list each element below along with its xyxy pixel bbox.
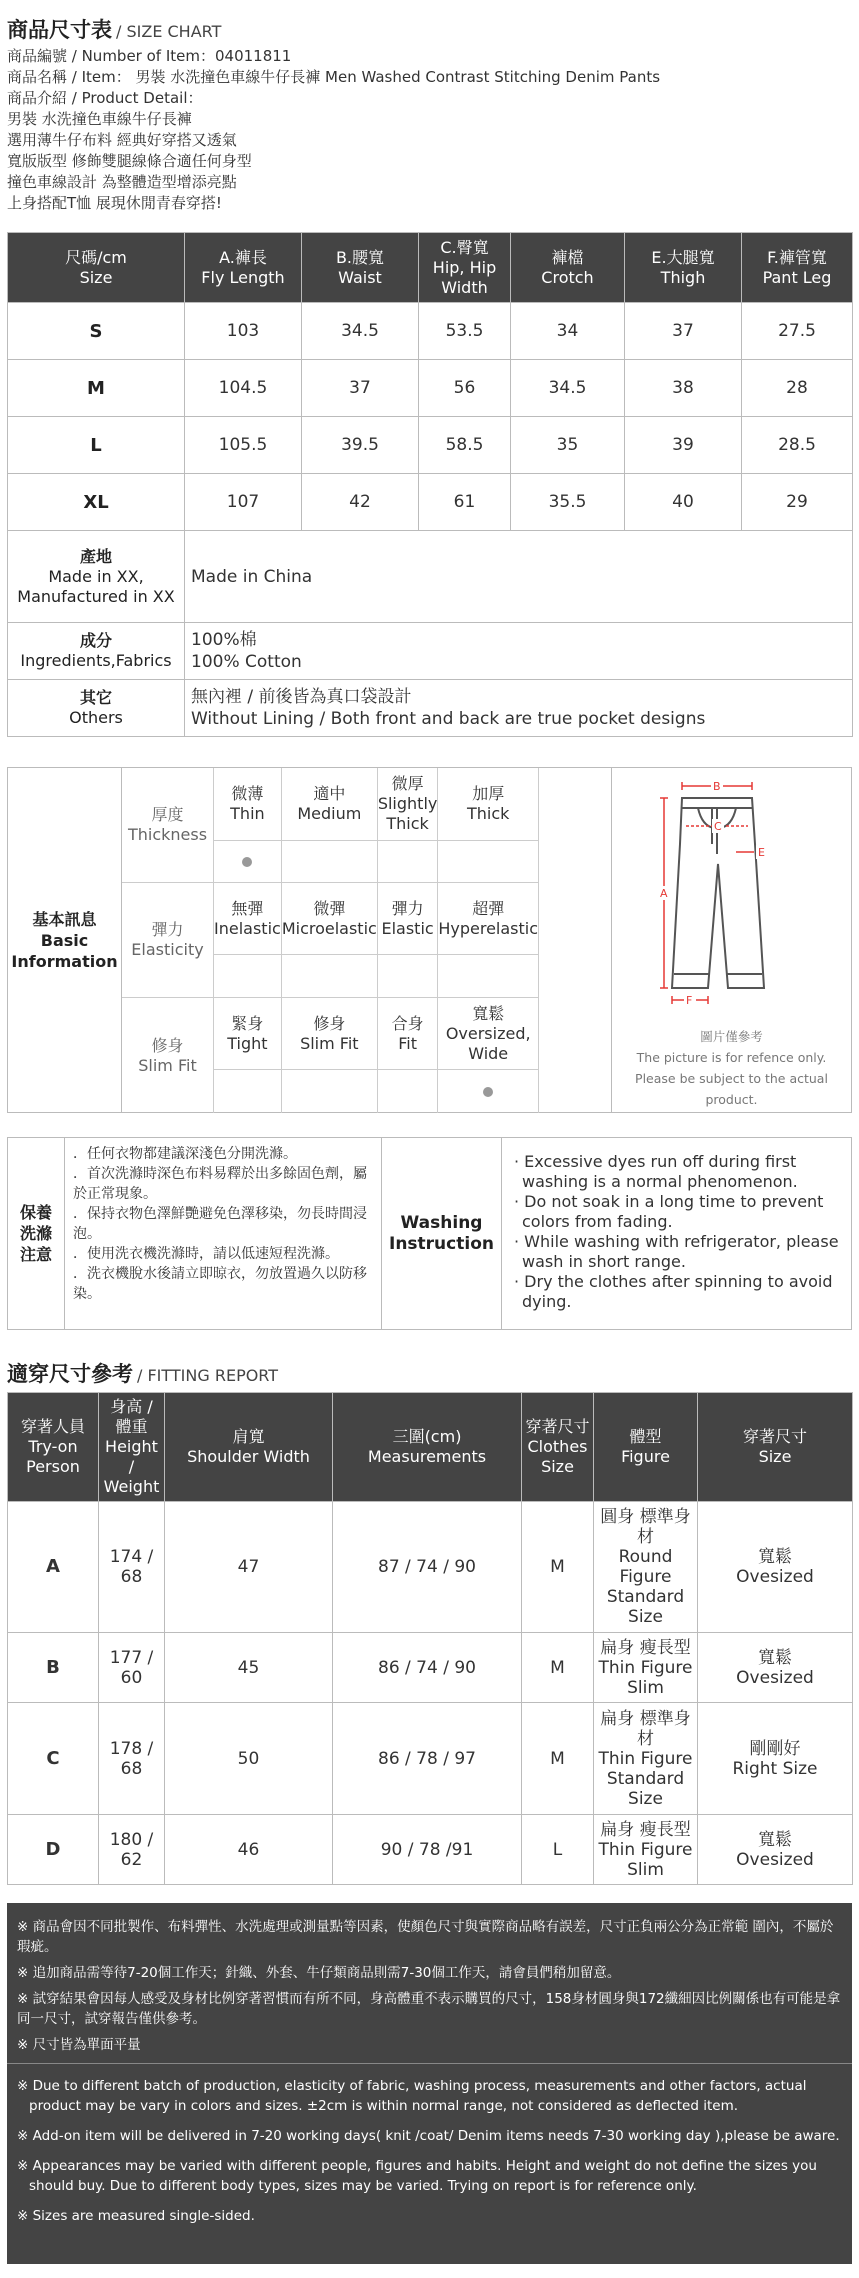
washing-block <box>7 1137 852 1330</box>
table-cell: 剛剛好 Right Size <box>698 1703 853 1815</box>
option-medium: 適中 Medium <box>282 768 378 841</box>
table-cell: 寬鬆 Ovesized <box>698 1502 853 1633</box>
pants-diagram <box>612 774 854 1024</box>
notes-zh <box>17 1917 842 2055</box>
spacer <box>539 841 621 883</box>
table-cell: 圓身 標準身材 Round Figure Standard Size <box>594 1502 698 1633</box>
label-e: E <box>758 846 765 859</box>
table-row <box>8 1703 853 1815</box>
others-label: 其它 Others <box>8 680 185 737</box>
diagram-caption: 圖片僅參考 The picture is for refence only. Please be subject to the actual product. <box>635 1029 828 1107</box>
table-cell: 34.5 <box>511 360 625 417</box>
list-item: · Dry the clothes after spinning to avoid dying. <box>514 1272 833 1311</box>
person-label: D <box>8 1815 99 1885</box>
table-cell: M <box>522 1703 594 1815</box>
table-cell: 58.5 <box>419 417 511 474</box>
others-row <box>8 680 853 737</box>
option-slightly-thick: 微厚 Slightly Thick <box>378 768 439 841</box>
size-table <box>7 232 853 737</box>
title-en: / SIZE CHART <box>116 22 222 41</box>
table-row <box>8 417 853 474</box>
basic-info-block <box>7 767 852 1113</box>
product-info-line: 選用薄牛仔布料 經典好穿搭又透氣 <box>7 131 237 149</box>
size-table-header <box>8 233 853 303</box>
notes-block <box>7 1903 852 2264</box>
list-item: · While washing with refrigerator, please wash in short range. <box>514 1232 839 1271</box>
person-label: A <box>8 1502 99 1633</box>
thickness-marker-0 <box>214 841 282 883</box>
fit-label: 修身 Slim Fit <box>122 998 214 1113</box>
option-inelastic: 無彈 Inelastic <box>214 883 282 955</box>
table-cell: 34 <box>511 303 625 360</box>
basic-info-grid <box>122 768 612 1112</box>
table-cell: 35 <box>511 417 625 474</box>
table-cell: 扁身 瘦長型 Thin Figure Slim <box>594 1815 698 1885</box>
table-row <box>8 1633 853 1703</box>
table-row <box>8 474 853 531</box>
washing-label-en: Washing Instruction <box>382 1138 502 1329</box>
elasticity-marker-1 <box>282 955 378 998</box>
list-item: ．洗衣機脫水後請立即晾衣，勿放置過久以防移染。 <box>73 1266 367 1302</box>
table-cell: M <box>522 1502 594 1633</box>
fitting-title-en: / FITTING REPORT <box>137 1366 279 1385</box>
table-cell: 104.5 <box>185 360 302 417</box>
header-cell: C.臀寬 Hip, Hip Width <box>419 233 511 303</box>
selected-dot <box>242 857 252 867</box>
note-item: ※ 試穿結果會因每人感受及身材比例穿著習慣而有所不同，身高體重不表示購買的尺寸，158身材圓身與172纖細因比例關係也有可能是拿同一尺寸，試穿報告僅供參考。 <box>17 1991 841 2027</box>
table-cell: 90 / 78 /91 <box>333 1815 522 1885</box>
option-thin: 微薄 Thin <box>214 768 282 841</box>
table-cell: 105.5 <box>185 417 302 474</box>
spacer <box>539 955 621 998</box>
note-item: ※ Appearances may be varied with different people, figures and habits. Height and weight do not define the sizes you should buy. Due to different body types, sizes may be varied. Trying on report is for reference only. <box>17 2158 817 2194</box>
note-item: ※ 追加商品需等待7-20個工作天；針織、外套、牛仔類商品則需7-30個工作天，請會員們稍加留意。 <box>17 1965 621 1981</box>
label-b: B <box>713 780 721 793</box>
thickness-marker-1 <box>282 841 378 883</box>
header-cell: 褲檔 Crotch <box>511 233 625 303</box>
notes-en <box>17 2076 842 2226</box>
others-value: 無內裡 / 前後皆為真口袋設計 Without Lining / Both front and back are true pocket designs <box>185 680 853 737</box>
table-cell: 28.5 <box>742 417 853 474</box>
origin-row <box>8 531 853 623</box>
table-cell: 87 / 74 / 90 <box>333 1502 522 1633</box>
table-cell: 46 <box>165 1815 333 1885</box>
option-microelastic: 微彈 Microelastic <box>282 883 378 955</box>
fit-marker-1 <box>282 1070 378 1113</box>
note-item: ※ 商品會因不同批製作、布料彈性、水洗處理或測量點等因素，使顏色尺寸與實際商品略有誤差，尺寸正負兩公分為正常範 圍內，不屬於瑕疵。 <box>17 1919 834 1955</box>
table-cell: 86 / 78 / 97 <box>333 1703 522 1815</box>
table-cell: 45 <box>165 1633 333 1703</box>
header-cell: E.大腿寬 Thigh <box>625 233 742 303</box>
label-c: C <box>714 820 722 833</box>
table-cell: 180 / 62 <box>99 1815 165 1885</box>
label-a: A <box>660 887 668 900</box>
table-cell: 寬鬆 Ovesized <box>698 1815 853 1885</box>
table-cell: 39 <box>625 417 742 474</box>
option-hyperelastic: 超彈 Hyperelastic <box>438 883 539 955</box>
elasticity-marker-0 <box>214 955 282 998</box>
person-label: C <box>8 1703 99 1815</box>
washing-list-en <box>502 1138 851 1329</box>
header-cell: 穿著人員 Try-on Person <box>8 1393 99 1502</box>
label-f: F <box>686 994 693 1007</box>
header-cell: F.褲管寬 Pant Leg <box>742 233 853 303</box>
header-cell: 三圍(cm) Measurements <box>333 1393 522 1502</box>
table-cell: 61 <box>419 474 511 531</box>
header-cell: A.褲長 Fly Length <box>185 233 302 303</box>
table-cell: 扁身 瘦長型 Thin Figure Slim <box>594 1633 698 1703</box>
option-fit: 合身 Fit <box>378 998 439 1070</box>
header-cell: 穿著尺寸 Clothes Size <box>522 1393 594 1502</box>
header-cell: 體型 Figure <box>594 1393 698 1502</box>
fitting-table <box>7 1392 853 1885</box>
table-cell: M <box>522 1633 594 1703</box>
table-row <box>8 360 853 417</box>
fitting-title-zh: 適穿尺寸參考 <box>7 1362 133 1386</box>
table-cell: 29 <box>742 474 853 531</box>
thickness-label: 厚度 Thickness <box>122 768 214 883</box>
spacer <box>539 1070 621 1113</box>
table-row <box>8 1815 853 1885</box>
product-info-line: 男裝 水洗撞色車線牛仔長褲 <box>7 110 192 128</box>
list-item: ．首次洗滌時深色布料易釋於出多餘固色劑，屬於正常現象。 <box>73 1166 367 1202</box>
product-info <box>7 46 852 214</box>
note-item: ※ Sizes are measured single-sided. <box>17 2208 255 2224</box>
option-elastic: 彈力 Elastic <box>378 883 439 955</box>
washing-label-zh: 保養洗滌注意 <box>8 1138 65 1329</box>
fit-marker-2 <box>378 1070 439 1113</box>
table-cell: 103 <box>185 303 302 360</box>
fitting-title <box>7 1358 852 1388</box>
origin-value: Made in China <box>185 531 853 623</box>
size-label: M <box>8 360 185 417</box>
table-cell: 38 <box>625 360 742 417</box>
table-cell: 27.5 <box>742 303 853 360</box>
product-info-line: 寬版版型 修飾雙腿線條合適任何身型 <box>7 152 252 170</box>
list-item: ．任何衣物都建議深淺色分開洗滌。 <box>73 1146 297 1162</box>
notes-divider <box>7 2063 852 2064</box>
table-cell: 37 <box>302 360 419 417</box>
note-item: ※ Add-on item will be delivered in 7-20 working days( knit /coat/ Denim items needs 7-30 working day ),please be aware. <box>17 2128 840 2144</box>
list-item: · Excessive dyes run off during first washing is a normal phenomenon. <box>514 1152 798 1191</box>
table-cell: 42 <box>302 474 419 531</box>
table-cell: 39.5 <box>302 417 419 474</box>
thickness-marker-3 <box>438 841 539 883</box>
table-cell: 37 <box>625 303 742 360</box>
header-cell: 穿著尺寸 Size <box>698 1393 853 1502</box>
table-cell: 47 <box>165 1502 333 1633</box>
selected-dot <box>483 1087 493 1097</box>
size-chart-title <box>7 14 852 42</box>
origin-label: 產地 Made in XX, Manufactured in XX <box>8 531 185 623</box>
fitting-table-header <box>8 1393 853 1502</box>
pants-diagram-panel <box>612 768 851 1112</box>
spacer <box>539 998 621 1070</box>
list-item: · Do not soak in a long time to prevent colors from fading. <box>514 1192 824 1231</box>
table-cell: 177 / 60 <box>99 1633 165 1703</box>
header-cell: B.腰寬 Waist <box>302 233 419 303</box>
table-cell: 35.5 <box>511 474 625 531</box>
fit-marker-3 <box>438 1070 539 1113</box>
title-zh: 商品尺寸表 <box>7 18 112 42</box>
option-oversized: 寬鬆 Oversized, Wide <box>438 998 539 1070</box>
elasticity-marker-3 <box>438 955 539 998</box>
table-cell: 86 / 74 / 90 <box>333 1633 522 1703</box>
product-info-line: 上身搭配T恤 展現休閒青春穿搭! <box>7 194 222 212</box>
table-cell: 107 <box>185 474 302 531</box>
table-row <box>8 303 853 360</box>
basic-info-label: 基本訊息 Basic Information <box>8 768 122 1112</box>
table-cell: 50 <box>165 1703 333 1815</box>
thickness-marker-2 <box>378 841 439 883</box>
table-cell: 34.5 <box>302 303 419 360</box>
option-tight: 緊身 Tight <box>214 998 282 1070</box>
size-label: XL <box>8 474 185 531</box>
table-cell: 56 <box>419 360 511 417</box>
table-cell: 178 / 68 <box>99 1703 165 1815</box>
product-info-line: 商品介紹 / Product Detail： <box>7 89 203 107</box>
header-cell: 肩寬 Shoulder Width <box>165 1393 333 1502</box>
elasticity-marker-2 <box>378 955 439 998</box>
list-item: ．使用洗衣機洗滌時，請以低速短程洗滌。 <box>73 1246 339 1262</box>
list-item: ．保持衣物色澤鮮艷避免色澤移染，勿長時間浸泡。 <box>73 1206 367 1242</box>
size-label: L <box>8 417 185 474</box>
ingredients-row <box>8 623 853 680</box>
note-item: ※ 尺寸皆為單面平量 <box>17 2037 141 2053</box>
table-cell: 28 <box>742 360 853 417</box>
header-cell: 尺碼/cm Size <box>8 233 185 303</box>
option-slim-fit: 修身 Slim Fit <box>282 998 378 1070</box>
product-info-line: 撞色車線設計 為整體造型增添亮點 <box>7 173 237 191</box>
table-cell: 扁身 標準身材 Thin Figure Standard Size <box>594 1703 698 1815</box>
table-cell: 40 <box>625 474 742 531</box>
table-row <box>8 1502 853 1633</box>
header-cell: 身高 / 體重 Height / Weight <box>99 1393 165 1502</box>
table-cell: 寬鬆 Ovesized <box>698 1633 853 1703</box>
elasticity-label: 彈力 Elasticity <box>122 883 214 998</box>
size-label: S <box>8 303 185 360</box>
ingredients-value: 100%棉 100% Cotton <box>185 623 853 680</box>
note-item: ※ Due to different batch of production, elasticity of fabric, washing process, measurements and other factors, actual product may be vary in colors and sizes. ±2cm is within normal range, not considered as deflected item. <box>17 2078 807 2114</box>
table-cell: 174 / 68 <box>99 1502 165 1633</box>
ingredients-label: 成分 Ingredients,Fabrics <box>8 623 185 680</box>
fit-marker-0 <box>214 1070 282 1113</box>
spacer <box>539 768 621 841</box>
product-info-line: 商品名稱 / Item： 男裝 水洗撞色車線牛仔長褲 Men Washed Contrast Stitching Denim Pants <box>7 68 661 86</box>
table-cell: L <box>522 1815 594 1885</box>
person-label: B <box>8 1633 99 1703</box>
spacer <box>539 883 621 955</box>
option-thick: 加厚 Thick <box>438 768 539 841</box>
product-info-line: 商品編號 / Number of Item：04011811 <box>7 47 292 65</box>
table-cell: 53.5 <box>419 303 511 360</box>
washing-list-zh <box>65 1138 382 1329</box>
